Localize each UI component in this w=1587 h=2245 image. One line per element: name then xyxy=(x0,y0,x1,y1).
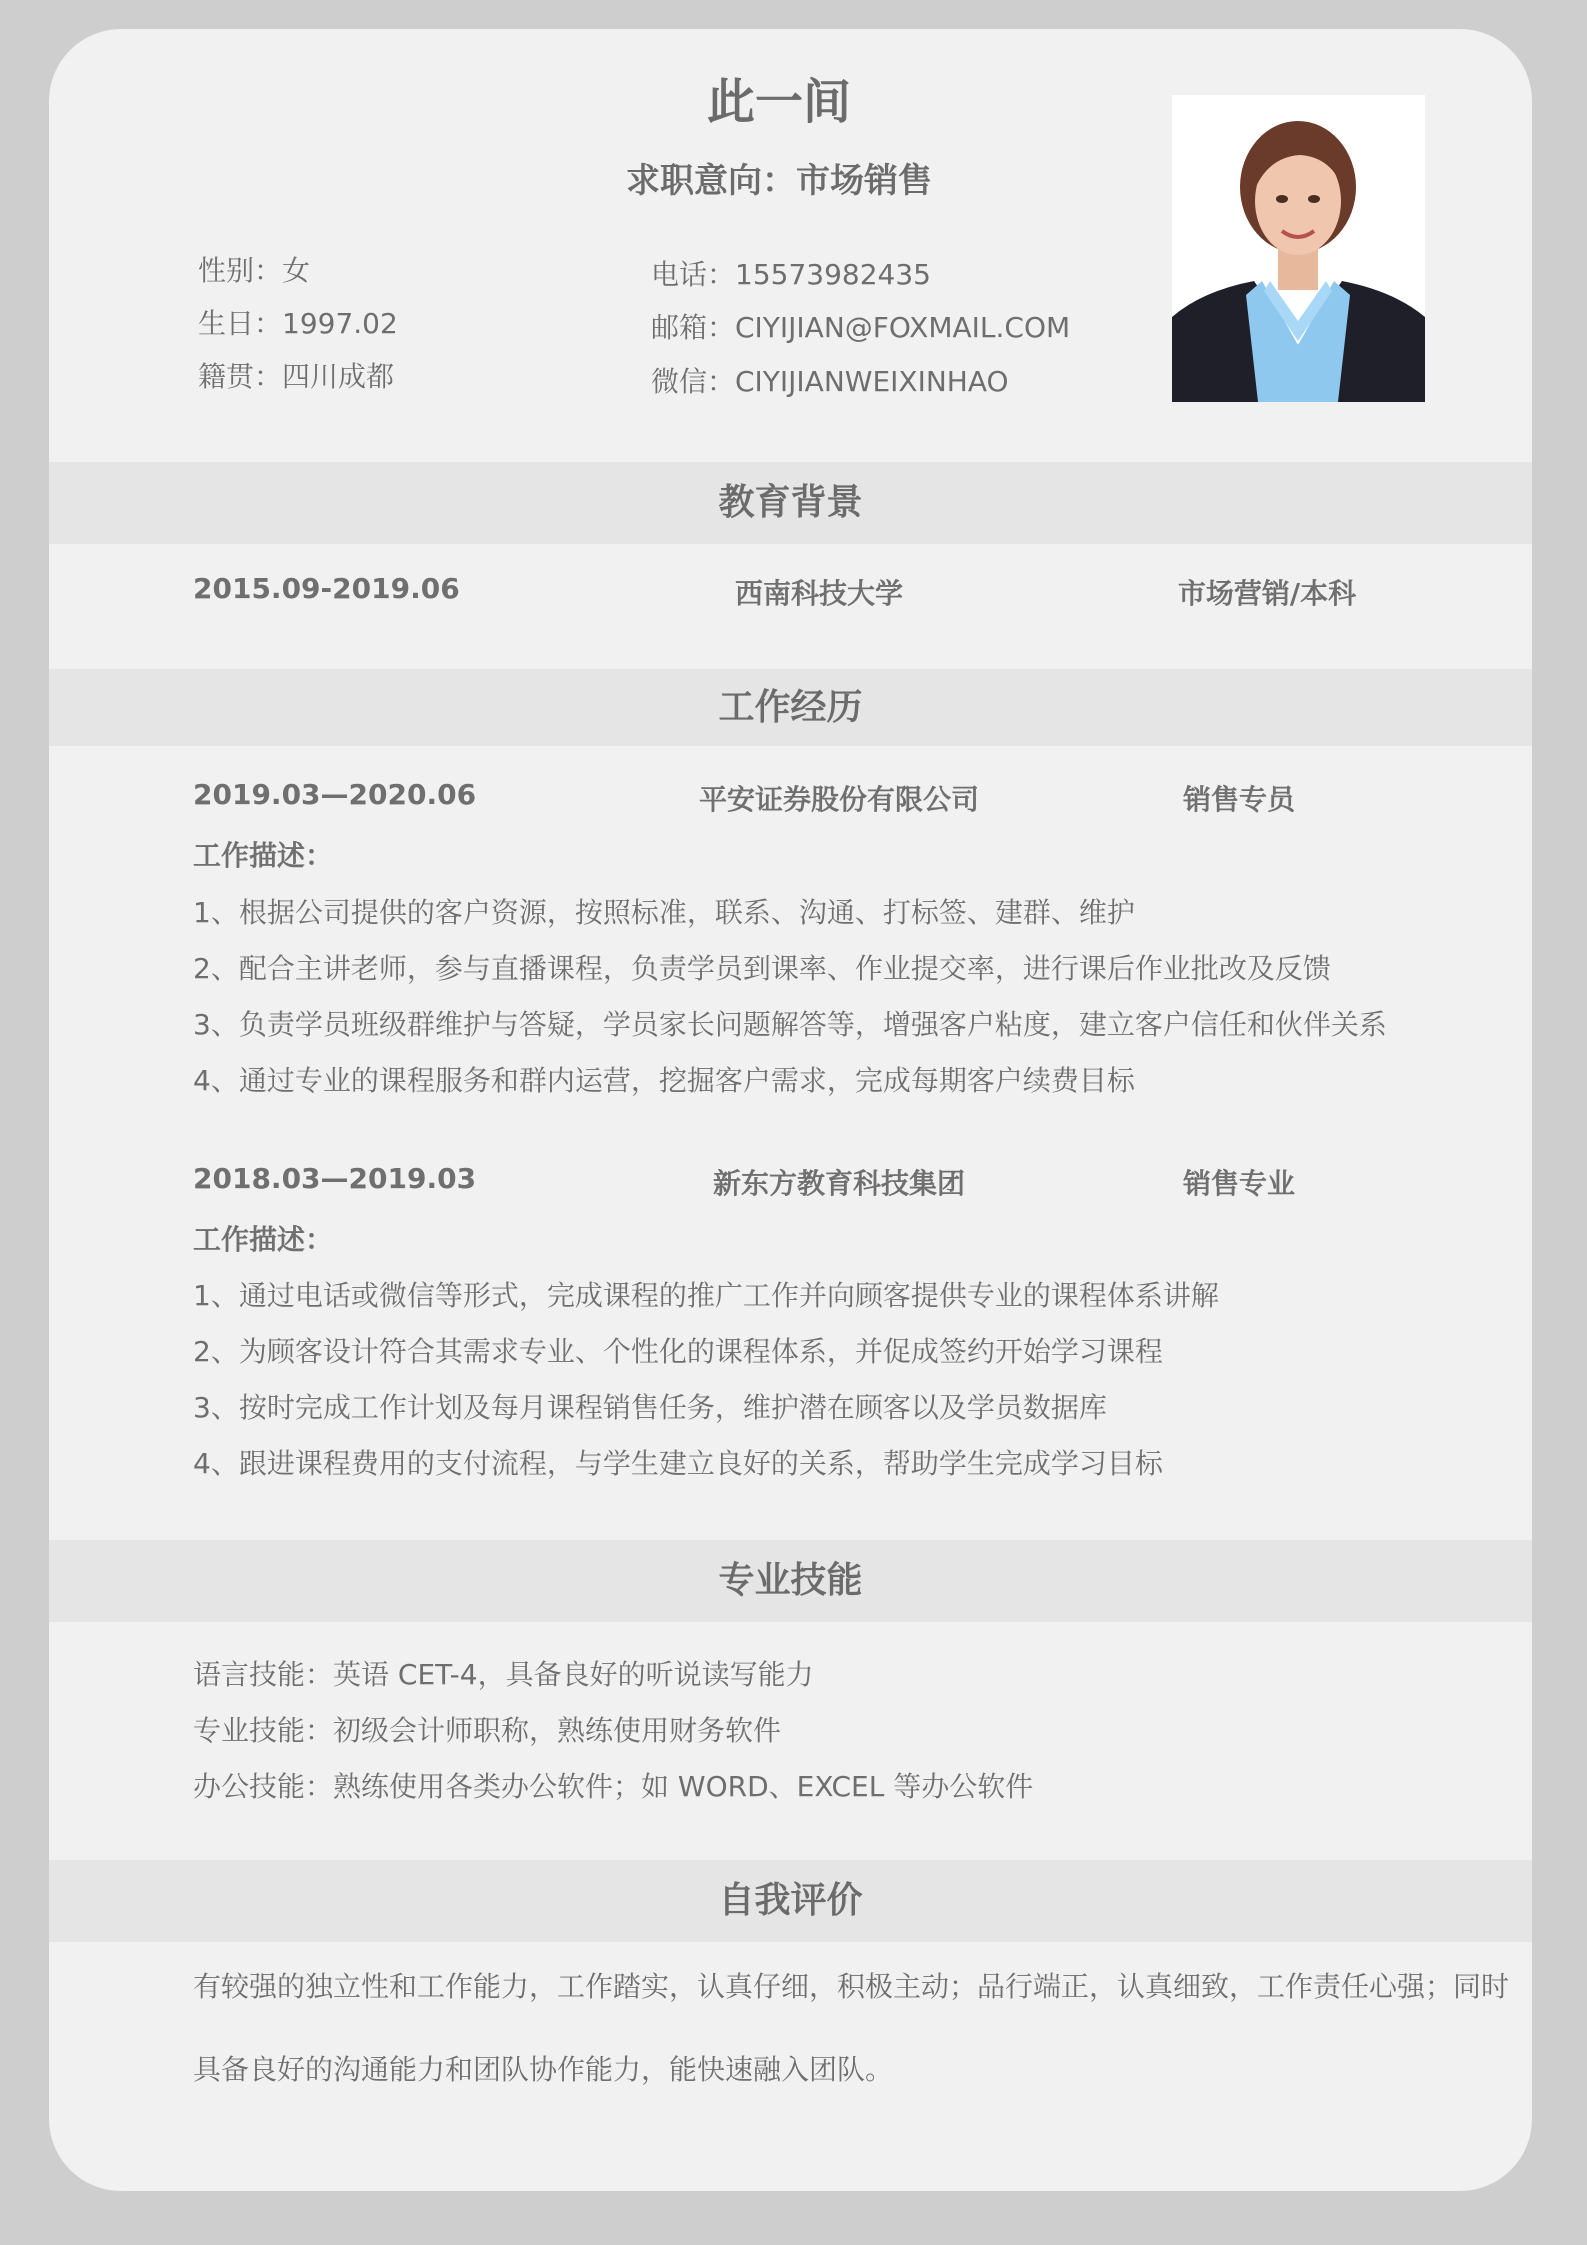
job-1-period: 2019.03—2020.06 xyxy=(193,778,477,811)
job-1-item-3: 3、负责学员班级群维护与答疑，学员家长问题解答等，增强客户粘度，建立客户信任和伙伴关系 xyxy=(193,1008,1387,1041)
education-school: 西南科技大学 xyxy=(734,577,903,610)
job-2-desc-label: 工作描述： xyxy=(193,1223,334,1256)
skill-professional: 专业技能：初级会计师职称，熟练使用财务软件 xyxy=(193,1714,782,1747)
phone-info: 电话：15573982435 xyxy=(651,258,931,291)
job-1-position: 销售专员 xyxy=(1182,783,1295,816)
job-2-company: 新东方教育科技集团 xyxy=(712,1167,965,1200)
candidate-name: 此一间 xyxy=(706,74,851,130)
education-major: 市场营销/本科 xyxy=(1177,577,1357,610)
portrait-icon xyxy=(1172,95,1425,402)
job-2-item-4: 4、跟进课程费用的支付流程，与学生建立良好的关系，帮助学生完成学习目标 xyxy=(193,1447,1163,1480)
skill-language: 语言技能：英语 CET-4，具备良好的听说读写能力 xyxy=(193,1658,814,1691)
hometown-info: 籍贯：四川成都 xyxy=(198,360,395,393)
job-2-position: 销售专业 xyxy=(1182,1167,1295,1200)
job-1-item-1: 1、根据公司提供的客户资源，按照标准，联系、沟通、打标签、建群、维护 xyxy=(193,896,1135,929)
skill-office: 办公技能：熟练使用各类办公软件；如 WORD、EXCEL 等办公软件 xyxy=(193,1770,1034,1803)
job-2-item-1: 1、通过电话或微信等形式，完成课程的推广工作并向顾客提供专业的课程体系讲解 xyxy=(193,1279,1219,1312)
job-intent: 求职意向：市场销售 xyxy=(626,161,932,201)
job-2-item-2: 2、为顾客设计符合其需求专业、个性化的课程体系，并促成签约开始学习课程 xyxy=(193,1335,1163,1368)
section-bar-work: 工作经历 xyxy=(49,669,1532,746)
email-info: 邮箱：CIYIJIAN@FOXMAIL.COM xyxy=(651,311,1071,344)
wechat-info: 微信：CIYIJIANWEIXINHAO xyxy=(651,365,1009,398)
job-1-item-4: 4、通过专业的课程服务和群内运营，挖掘客户需求，完成每期客户续费目标 xyxy=(193,1064,1135,1097)
job-1-desc-label: 工作描述： xyxy=(193,839,334,872)
section-bar-self-eval: 自我评价 xyxy=(49,1860,1532,1942)
section-bar-education: 教育背景 xyxy=(49,462,1532,544)
job-1-item-2: 2、配合主讲老师，参与直播课程，负责学员到课率、作业提交率，进行课后作业批改及反馈 xyxy=(193,952,1331,985)
birthday-info: 生日：1997.02 xyxy=(198,307,398,340)
portrait-photo xyxy=(1172,95,1425,402)
section-bar-skills: 专业技能 xyxy=(49,1540,1532,1622)
job-1-company: 平安证券股份有限公司 xyxy=(698,783,979,816)
self-eval-line-1: 有较强的独立性和工作能力，工作踏实，认真仔细，积极主动；品行端正，认真细致，工作责任心强；同时 xyxy=(193,1970,1510,2003)
self-eval-line-2: 具备良好的沟通能力和团队协作能力，能快速融入团队。 xyxy=(193,2053,894,2086)
job-2-item-3: 3、按时完成工作计划及每月课程销售任务，维护潜在顾客以及学员数据库 xyxy=(193,1391,1107,1424)
job-2-period: 2018.03—2019.03 xyxy=(193,1162,477,1195)
gender-info: 性别：女 xyxy=(198,254,311,287)
education-period: 2015.09-2019.06 xyxy=(193,572,460,605)
resume-card xyxy=(49,29,1532,2191)
